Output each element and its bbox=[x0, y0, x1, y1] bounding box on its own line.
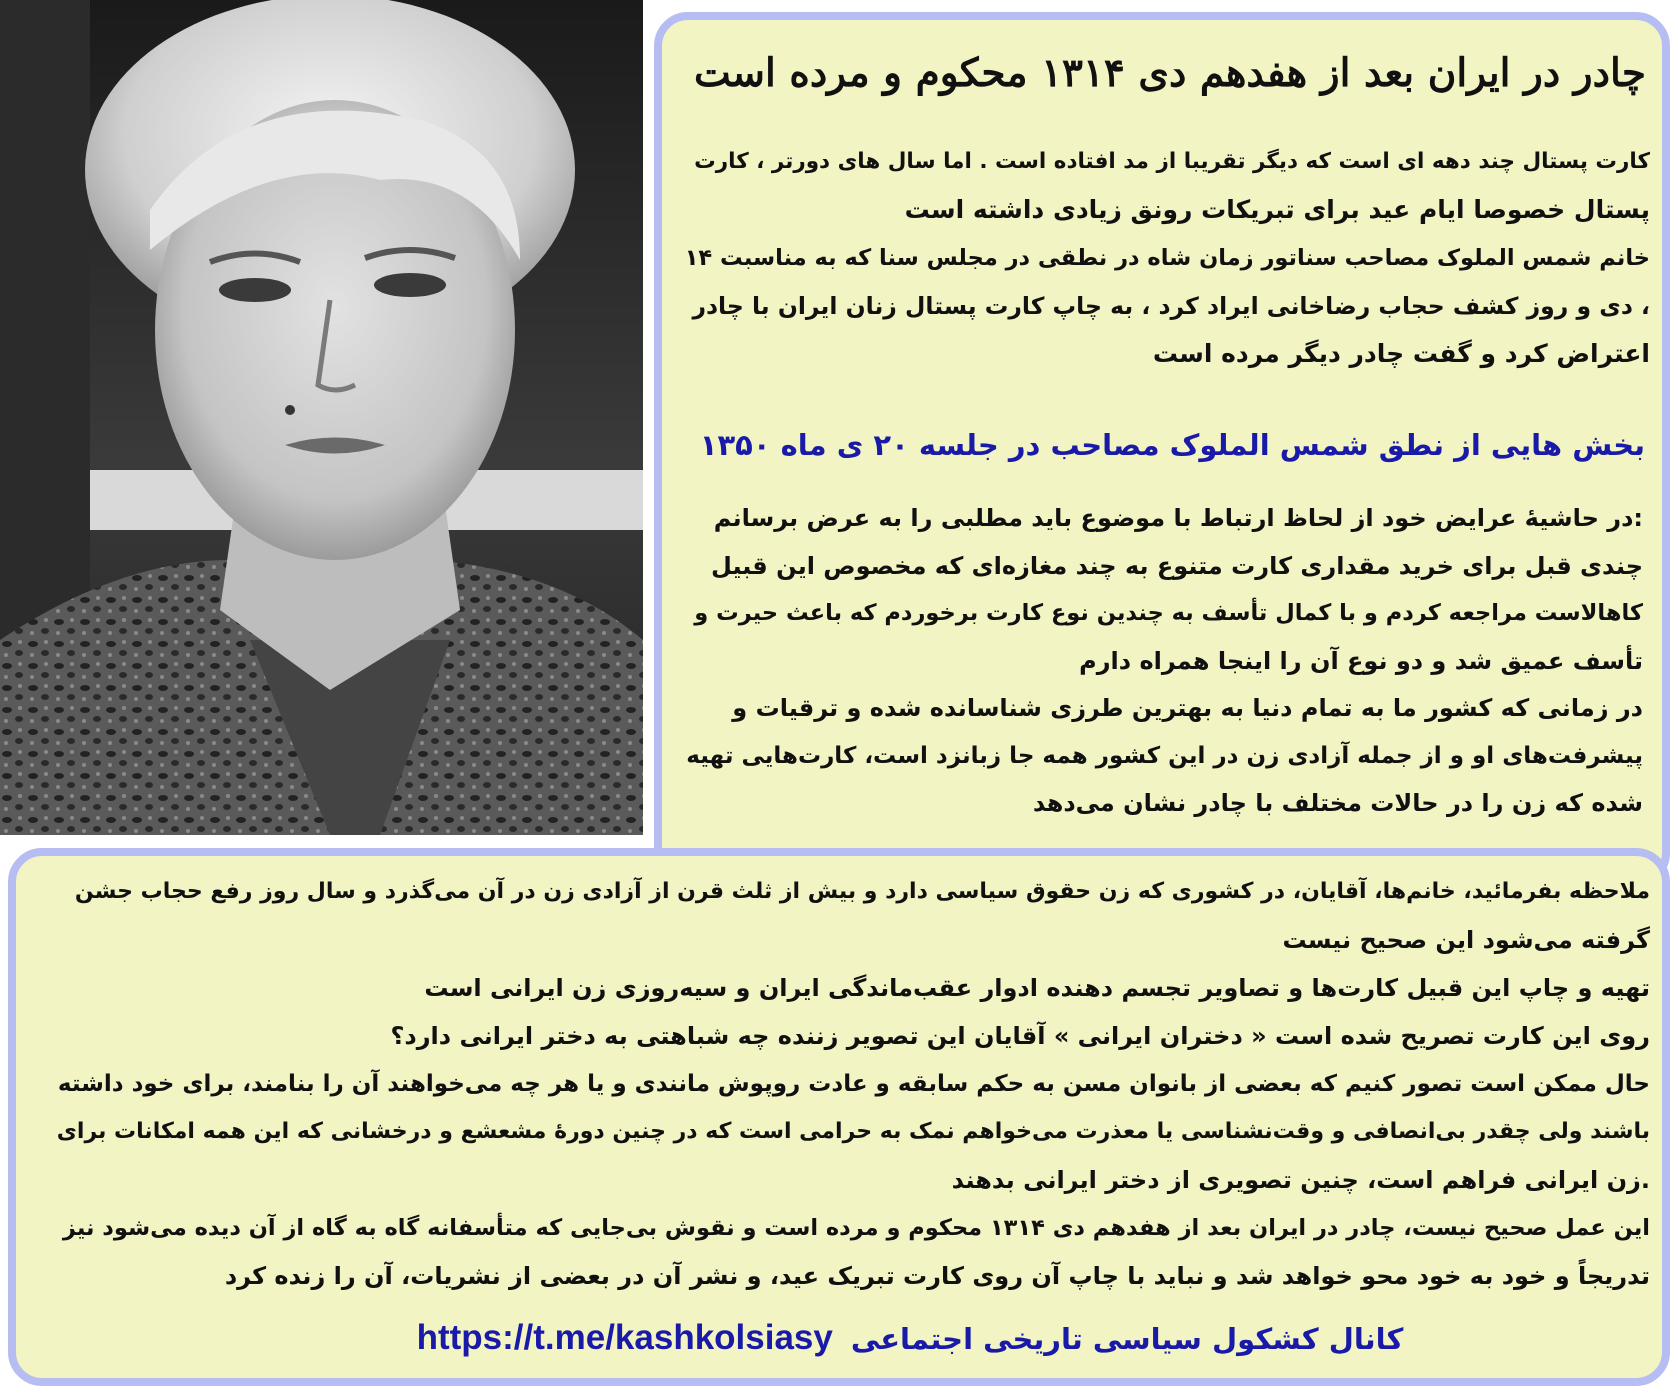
intro-line: پستال خصوصا ایام عید برای تبریکات رونق زیادی داشته است bbox=[904, 195, 1650, 224]
speech-line: ملاحظه بفرمائید، خانم‌ها، آقایان، در کشوری که زن حقوق سیاسی دارد و بیش از ثلث قرن از آزادی زن در آن می‌گذرد و سال روز رفع حجاب جشن bbox=[74, 879, 1650, 904]
speech-paragraph-bottom bbox=[40, 868, 1650, 1300]
speech-line: در زمانی که کشور ما به تمام دنیا به بهترین طرزی شناسانده شده و ترقیات و bbox=[732, 694, 1643, 722]
channel-name: کانال کشکول سیاسی تاریخی اجتماعی bbox=[850, 1322, 1404, 1356]
intro-paragraph bbox=[680, 138, 1650, 378]
speech-line: چندی قبل برای خرید مقداری کارت متنوع به چند مغازه‌ای که مخصوص این قبیل bbox=[711, 551, 1643, 580]
speech-line: .زن ایرانی فراهم است، چنین تصویری از دختر ایرانی بدهند bbox=[951, 1166, 1650, 1194]
speech-line: تأسف عمیق شد و دو نوع آن را اینجا همراه دارم bbox=[1079, 646, 1643, 675]
speech-line: حال ممکن است تصور کنیم که بعضی از بانوان مسن به حکم سابقه و عادت روپوش مانندی و یا هر چه می‌خواهند آن را بنامند، برای خود داشته bbox=[57, 1071, 1650, 1097]
channel-link[interactable]: https://t.me/kashkolsiasy bbox=[416, 1318, 833, 1357]
intro-line: اعتراض کرد و گفت چادر دیگر مرده است bbox=[1152, 339, 1650, 368]
speech-line: پیشرفت‌های او و از جمله آزادی زن در این کشور همه جا زبانزد است، کارت‌هایی تهیه bbox=[686, 742, 1643, 769]
page-title: چادر در ایران بعد از هفدهم دی ۱۳۱۴ محکوم و مرده است bbox=[694, 50, 1646, 96]
intro-line: خانم شمس الملوک مصاحب سناتور زمان شاه در نطقی در مجلس سنا که به مناسبت ۱۴ bbox=[684, 245, 1650, 271]
speech-line: :در حاشیهٔ عرایض خود از لحاظ ارتباط با موضوع باید مطلبی را به عرض برسانم bbox=[713, 504, 1643, 532]
footer bbox=[410, 1318, 1410, 1368]
speech-line: باشند ولی چقدر بی‌انصافی و وقت‌نشناسی یا معذرت می‌خواهم نمک به حرامی است که در چنین دورهٔ مشعشع و درخشانی که این همه امکانات برای bbox=[56, 1119, 1650, 1144]
portrait-image bbox=[0, 0, 643, 835]
portrait-photo bbox=[0, 0, 643, 835]
intro-line: ، دی و روز کشف حجاب رضاخانی ایراد کرد ، به چاپ کارت پستال زنان ایران با چادر bbox=[692, 292, 1650, 320]
speech-heading: بخش هایی از نطق شمس الملوک مصاحب در جلسه ۲۰ ی ماه ۱۳۵۰ bbox=[699, 428, 1645, 462]
speech-line: گرفته می‌شود این صحیح نیست bbox=[1282, 926, 1650, 954]
speech-line: این عمل صحیح نیست، چادر در ایران بعد از هفدهم دی ۱۳۱۴ محکوم و مرده است و نقوش بی‌جایی که متأسفانه گاه به گاه از آن دیده می‌شود نیز bbox=[62, 1215, 1650, 1241]
speech-line: شده که زن را در حالات مختلف با چادر نشان می‌دهد bbox=[1032, 789, 1643, 817]
speech-line: روی این کارت تصریح شده است « دختران ایرانی » آقایان این تصویر زننده چه شباهتی به دختر ایرانی دارد؟ bbox=[390, 1022, 1650, 1050]
speech-line: کاهالاست مراجعه کردم و با کمال تأسف به چندین نوع کارت برخوردم که باعث حیرت و bbox=[694, 600, 1643, 626]
speech-line: تهیه و چاپ این قبیل کارت‌ها و تصاویر تجسم دهنده ادوار عقب‌ماندگی ایران و سیه‌روزی زن ایرانی است bbox=[424, 974, 1650, 1002]
speech-paragraph-top bbox=[680, 495, 1643, 828]
intro-line: کارت پستال چند دهه ای است که دیگر تقریبا از مد افتاده است . اما سال های دورتر ، کارت bbox=[694, 149, 1650, 174]
speech-line: تدریجاً و خود به خود محو خواهد شد و نباید با چاپ آن روی کارت تبریک عید، و نشر آن در بعضی از نشریات، آن را زنده کرد bbox=[224, 1262, 1650, 1290]
